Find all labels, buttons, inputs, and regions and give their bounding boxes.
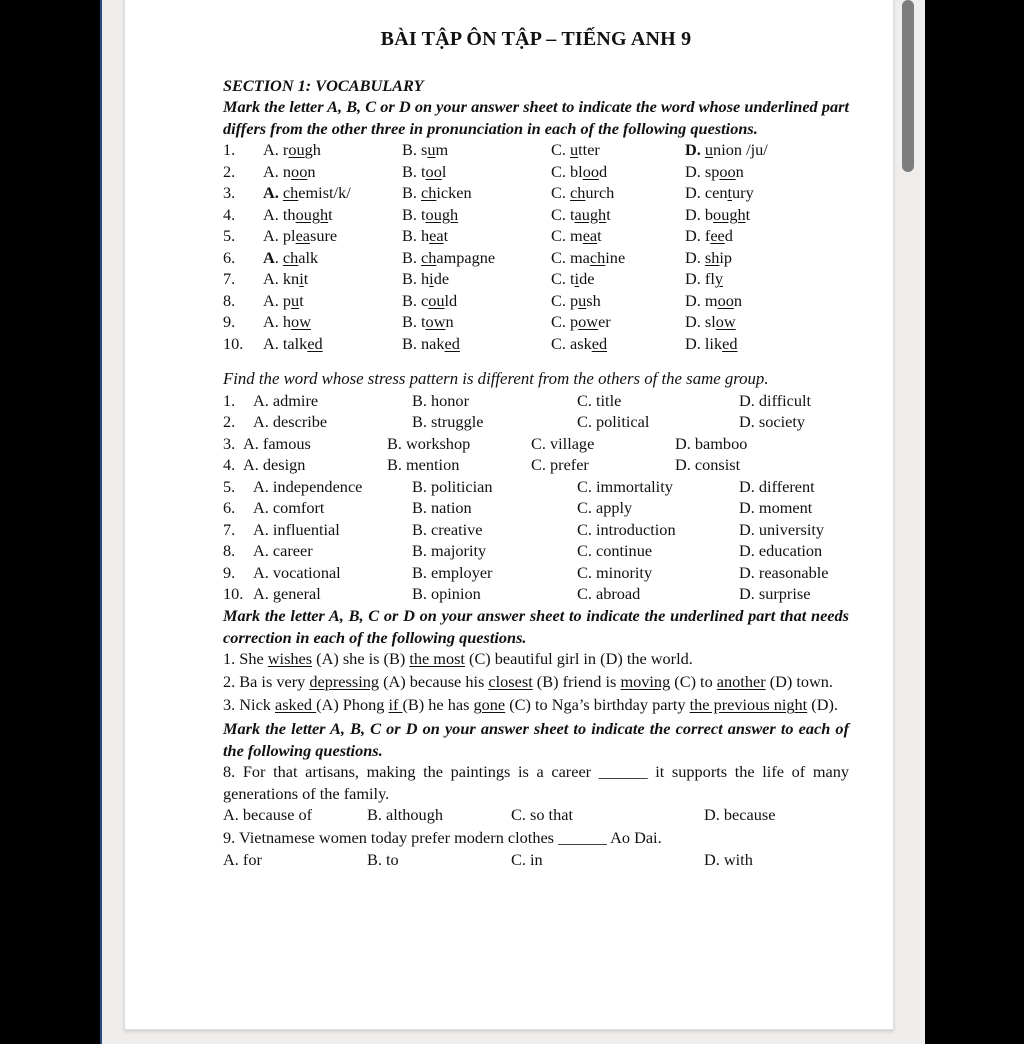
- section-heading: SECTION 1: VOCABULARY: [223, 75, 424, 95]
- answer-option: D. bamboo: [675, 433, 748, 453]
- answer-option: C. so that: [511, 805, 573, 825]
- underlined-part: ch: [421, 247, 437, 267]
- word-part: m: [570, 226, 583, 246]
- answer-option: D. reasonable: [739, 562, 829, 582]
- option-letter: A.: [263, 140, 283, 160]
- answer-option: [402, 204, 551, 226]
- answer-option: [685, 268, 723, 290]
- underlined-part: ch: [570, 183, 586, 203]
- stress-question: [223, 540, 849, 562]
- pronunciation-question: [223, 290, 849, 312]
- word-part: t: [421, 312, 426, 332]
- mc-instruction: Mark the letter A, B, C or D on your answer sheet to indicate the correct answer to each of the following questions.: [223, 718, 849, 760]
- stress-question: [223, 583, 849, 605]
- word-part: ask: [570, 333, 592, 353]
- option-letter: D.: [685, 333, 705, 353]
- stress-question: [223, 411, 849, 433]
- answer-option: [685, 333, 737, 355]
- word-part: n: [282, 161, 292, 181]
- option-letter: B.: [402, 161, 422, 181]
- answer-option: [551, 247, 685, 269]
- word-part: r: [282, 140, 289, 160]
- option-letter: B.: [402, 290, 422, 310]
- option-letter: A.: [263, 290, 283, 310]
- answer-option: B. struggle: [412, 412, 484, 432]
- word-part: ampagne: [436, 247, 496, 267]
- option-letter: B.: [402, 140, 422, 160]
- underlined-part: oo: [719, 161, 736, 181]
- answer-option: A. general: [253, 584, 321, 604]
- answer-option: A. admire: [253, 390, 319, 410]
- underlined-part: ough: [295, 204, 329, 224]
- option-letter: D.: [685, 183, 705, 203]
- mc-questions: [223, 761, 849, 872]
- answer-option: [402, 268, 551, 290]
- word-part: f: [704, 226, 711, 246]
- underlined-part: ow: [715, 312, 736, 332]
- answer-option: D. education: [739, 541, 823, 561]
- answer-option: B. nation: [412, 498, 472, 518]
- answer-option: C. introduction: [577, 519, 676, 539]
- underlined-part: ough: [713, 204, 746, 224]
- underlined-part: ch: [282, 183, 299, 203]
- correction-question-2: 2. Ba is very depressing (A) because his closest (B) friend is moving (C) to another (D) town.: [223, 671, 833, 691]
- answer-option: C. village: [531, 433, 595, 453]
- pronunciation-question: [223, 225, 849, 247]
- answer-option: [402, 333, 551, 355]
- option-letter: B.: [402, 204, 422, 224]
- word-part: s: [421, 140, 428, 160]
- word-part: ine: [605, 247, 626, 267]
- word-part: t: [606, 204, 611, 224]
- underlined-part: oo: [582, 161, 599, 181]
- word-part: t: [597, 226, 602, 246]
- option-letter: B.: [402, 247, 422, 267]
- question-number: 1.: [223, 390, 236, 410]
- underlined-part: ch: [282, 247, 299, 267]
- answer-option: [263, 139, 402, 161]
- answer-option: A. famous: [243, 433, 311, 453]
- underlined-part: i: [574, 269, 580, 289]
- question-number: 6.: [223, 498, 236, 518]
- answer-option: B. politician: [412, 476, 493, 496]
- option-letter: C.: [551, 140, 571, 160]
- answer-option: [263, 290, 402, 312]
- question-number: 8.: [223, 290, 236, 310]
- answer-option: [263, 311, 402, 333]
- answer-option: A. describe: [253, 412, 328, 432]
- underlined-part: t: [727, 183, 733, 203]
- answer-option: D. society: [739, 412, 806, 432]
- underlined-part: oo: [291, 161, 308, 181]
- answer-option: [685, 182, 754, 204]
- document-title: BÀI TẬP ÔN TẬP – TIẾNG ANH 9: [380, 28, 692, 50]
- underlined-part: ea: [429, 226, 444, 246]
- answer-option: [685, 247, 732, 269]
- answer-option: [685, 311, 736, 333]
- option-letter: C.: [551, 269, 571, 289]
- word-part: t: [745, 204, 751, 224]
- answer-option: A. comfort: [253, 498, 325, 518]
- question-number: 5.: [223, 476, 236, 496]
- word-part: urch: [585, 183, 615, 203]
- answer-option: [263, 182, 402, 204]
- word-part: sp: [704, 161, 720, 181]
- underlined-part: i: [429, 269, 434, 289]
- underlined-part: ed: [444, 333, 460, 353]
- mc-options: [223, 849, 849, 872]
- word-part: tter: [578, 140, 600, 160]
- option-letter: A.: [263, 333, 283, 353]
- pronunciation-question: [223, 204, 849, 226]
- answer-option: [685, 204, 750, 226]
- answer-option: B. workshop: [387, 433, 471, 453]
- word-part: de: [579, 269, 595, 289]
- underlined-part: ea: [295, 226, 311, 246]
- word-part: icken: [436, 183, 472, 203]
- option-letter: A.: [263, 204, 283, 224]
- mc-options: [223, 804, 849, 827]
- option-letter: D.: [685, 269, 705, 289]
- option-letter: B.: [402, 269, 422, 289]
- word-part: sl: [704, 312, 716, 332]
- underlined-part: ou: [288, 140, 305, 160]
- pronunciation-question: [223, 161, 849, 183]
- answer-option: [402, 139, 551, 161]
- answer-option: [263, 204, 402, 226]
- question-number: 7.: [223, 269, 236, 289]
- answer-option: [263, 225, 402, 247]
- word-part: cen: [704, 183, 728, 203]
- answer-option: [402, 290, 551, 312]
- answer-option: C. title: [577, 390, 622, 410]
- underlined-part: sh: [704, 247, 720, 267]
- answer-option: B. opinion: [412, 584, 481, 604]
- word-part: m: [704, 290, 718, 310]
- answer-option: [551, 311, 685, 333]
- option-letter: A.: [263, 226, 283, 246]
- answer-option: C. minority: [577, 562, 653, 582]
- pronunciation-question: [223, 247, 849, 269]
- question-number: 3.: [223, 183, 236, 203]
- answer-option: [551, 139, 685, 161]
- option-letter: B.: [402, 312, 422, 332]
- word-part: d: [598, 161, 608, 181]
- answer-option: D. difficult: [739, 390, 812, 410]
- option-letter: C.: [551, 312, 571, 332]
- answer-option: [402, 161, 551, 183]
- word-part: t: [303, 269, 309, 289]
- question-number: 4.: [223, 204, 236, 224]
- answer-option: C. political: [577, 412, 650, 432]
- word-part: pl: [282, 226, 296, 246]
- pronunciation-question: [223, 139, 849, 161]
- page-content: [223, 21, 849, 872]
- answer-option: D. university: [739, 519, 825, 539]
- word-part: ip: [719, 247, 733, 267]
- answer-option: A. vocational: [253, 562, 341, 582]
- option-letter: D.: [685, 161, 705, 181]
- answer-option: C. continue: [577, 541, 653, 561]
- document-page: [124, 0, 894, 1030]
- stress-question: [223, 433, 849, 455]
- question-number: 2.: [223, 412, 236, 432]
- underlined-part: u: [291, 290, 300, 310]
- word-part: de: [433, 269, 450, 289]
- word-part: t: [328, 204, 333, 224]
- word-part: sure: [310, 226, 338, 246]
- underlined-part: oo: [425, 161, 442, 181]
- word-part: n: [733, 290, 742, 310]
- option-letter: B.: [402, 226, 422, 246]
- word-part: t: [421, 161, 426, 181]
- word-part: th: [282, 204, 296, 224]
- word-part: fl: [704, 269, 715, 289]
- option-letter: C.: [551, 333, 571, 353]
- word-part: gh: [304, 140, 321, 160]
- underlined-part: u: [578, 290, 587, 310]
- word-part: ury: [732, 183, 754, 203]
- correction-instruction: Mark the letter A, B, C or D on your answer sheet to indicate the underlined part that needs correction in each of the following questions.: [223, 605, 849, 647]
- underlined-part: ed: [307, 333, 323, 353]
- pronunciation-questions: [223, 139, 849, 354]
- answer-option: B. although: [367, 805, 443, 825]
- answer-option: [685, 290, 742, 312]
- answer-option: [263, 333, 402, 355]
- answer-option: [263, 268, 402, 290]
- underlined-part: ee: [710, 226, 725, 246]
- word-part: t: [570, 204, 575, 224]
- underlined-part: ea: [582, 226, 598, 246]
- word-part: n: [735, 161, 744, 181]
- pronunciation-question: [223, 333, 849, 355]
- option-letter: C.: [551, 290, 571, 310]
- pronunciation-question: [223, 268, 849, 290]
- question-number: 6.: [223, 247, 236, 267]
- answer-option: [402, 311, 551, 333]
- stress-question: [223, 454, 849, 476]
- word-part: nion /ju/: [713, 140, 768, 160]
- pronunciation-instruction: Mark the letter A, B, C or D on your answer sheet to indicate the word whose underlined part differs from the other three in pronunciation in each of the following questions.: [223, 97, 849, 138]
- option-letter: D.: [685, 204, 705, 224]
- underlined-part: ed: [722, 333, 738, 353]
- question-number: 10.: [223, 333, 244, 353]
- question-number: 2.: [223, 161, 236, 181]
- answer-option: [685, 161, 744, 183]
- answer-option: B. mention: [387, 455, 460, 475]
- word-part: c: [421, 290, 429, 310]
- underlined-part: ch: [421, 183, 437, 203]
- answer-option: A. independence: [253, 476, 363, 496]
- answer-option: B. honor: [412, 390, 469, 410]
- option-letter: A.: [263, 183, 279, 203]
- word-part: er: [598, 312, 611, 332]
- option-letter: C.: [551, 204, 571, 224]
- option-letter: D.: [685, 290, 705, 310]
- stress-question: [223, 562, 849, 584]
- question-number: 9.: [223, 312, 236, 332]
- underlined-part: i: [299, 269, 304, 289]
- option-letter: B.: [402, 183, 422, 203]
- word-part: talk: [282, 333, 308, 353]
- answer-option: [551, 290, 685, 312]
- word-part: b: [704, 204, 714, 224]
- vertical-scrollbar-thumb[interactable]: [902, 0, 914, 172]
- answer-option: A. career: [253, 541, 313, 561]
- word-part: kn: [282, 269, 300, 289]
- stress-instruction: Find the word whose stress pattern is different from the others of the same group.: [223, 369, 769, 389]
- stress-question: [223, 497, 849, 519]
- option-letter: A: [263, 247, 275, 267]
- answer-option: C. prefer: [531, 455, 589, 475]
- answer-option: D. moment: [739, 498, 813, 518]
- option-letter: C.: [551, 226, 571, 246]
- option-letter: A.: [263, 312, 283, 332]
- answer-option: A. for: [223, 849, 262, 869]
- option-letter: D.: [685, 226, 705, 246]
- underlined-part: ch: [589, 247, 606, 267]
- correction-question-1: 1. She wishes (A) she is (B) the most (C) beautiful girl in (D) the world.: [223, 649, 693, 669]
- word-part: d: [724, 226, 733, 246]
- answer-option: A. because of: [223, 805, 313, 825]
- word-part: h: [421, 226, 430, 246]
- option-letter: D.: [685, 312, 705, 332]
- word-part: l: [441, 161, 447, 181]
- word-part: alk: [298, 247, 319, 267]
- word-part: t: [570, 269, 575, 289]
- underlined-part: ough: [425, 204, 459, 224]
- option-letter: B.: [402, 333, 422, 353]
- answer-option: B. to: [367, 849, 399, 869]
- answer-option: D. surprise: [739, 584, 811, 604]
- question-number: 10.: [223, 584, 244, 604]
- answer-option: [551, 204, 685, 226]
- answer-option: [685, 225, 733, 247]
- answer-option: A. influential: [253, 519, 340, 539]
- question-number: 7.: [223, 519, 236, 539]
- underlined-part: augh: [574, 204, 607, 224]
- answer-option: D. with: [704, 849, 753, 869]
- answer-option: [402, 225, 551, 247]
- word-part: n: [445, 312, 454, 332]
- option-letter: D.: [685, 247, 705, 267]
- answer-option: [551, 268, 685, 290]
- question-number: 3.: [223, 433, 236, 453]
- word-part: nak: [421, 333, 445, 353]
- answer-option: B. creative: [412, 519, 483, 539]
- answer-option: [263, 161, 402, 183]
- option-letter: A.: [263, 161, 283, 181]
- question-number: 1.: [223, 140, 236, 160]
- word-part: p: [282, 290, 292, 310]
- word-part: .: [274, 247, 283, 267]
- pronunciation-question: [223, 182, 849, 204]
- underlined-part: ed: [591, 333, 608, 353]
- underlined-part: u: [570, 140, 579, 160]
- underlined-part: oo: [717, 290, 734, 310]
- answer-option: [551, 161, 685, 183]
- pronunciation-question: [223, 311, 849, 333]
- underlined-part: u: [704, 140, 714, 160]
- mc-question-text: 8. For that artisans, making the paintings is a career ______ it supports the life of many generations of the family.: [223, 762, 849, 803]
- word-part: t: [299, 290, 304, 310]
- option-letter: A.: [263, 269, 283, 289]
- underlined-part: ow: [425, 312, 446, 332]
- answer-option: C. abroad: [577, 584, 641, 604]
- word-part: h: [282, 312, 292, 332]
- word-part: n: [307, 161, 316, 181]
- answer-option: [263, 247, 402, 269]
- answer-option: [402, 247, 551, 269]
- option-letter: D.: [685, 140, 701, 160]
- question-number: 5.: [223, 226, 236, 246]
- answer-option: [402, 182, 551, 204]
- answer-option: [551, 225, 685, 247]
- stress-question: [223, 519, 849, 541]
- word-part: emist/k/: [298, 183, 351, 203]
- word-part: sh: [586, 290, 601, 310]
- answer-option: D. different: [739, 476, 815, 496]
- stress-question: [223, 390, 849, 412]
- document-viewer: [100, 0, 925, 1044]
- option-letter: C.: [551, 183, 571, 203]
- word-part: t: [443, 226, 449, 246]
- word-part: bl: [570, 161, 583, 181]
- answer-option: [551, 333, 685, 355]
- underlined-part: ow: [578, 312, 599, 332]
- answer-option: C. in: [511, 849, 543, 869]
- underlined-part: ow: [291, 312, 311, 332]
- answer-option: B. majority: [412, 541, 487, 561]
- answer-option: [685, 139, 768, 161]
- underlined-part: y: [714, 269, 723, 289]
- question-number: 4.: [223, 455, 236, 475]
- question-number: 9.: [223, 562, 236, 582]
- question-number: 8.: [223, 541, 236, 561]
- option-letter: C.: [551, 161, 571, 181]
- word-part: p: [570, 290, 579, 310]
- word-part: p: [570, 312, 579, 332]
- underlined-part: ou: [428, 290, 445, 310]
- answer-option: A. design: [243, 455, 306, 475]
- word-part: ld: [444, 290, 458, 310]
- answer-option: [551, 182, 685, 204]
- word-part: m: [435, 140, 449, 160]
- word-part: h: [421, 269, 430, 289]
- underlined-part: u: [427, 140, 436, 160]
- word-part: lik: [704, 333, 723, 353]
- stress-questions: [223, 390, 849, 605]
- word-part: ma: [570, 247, 590, 267]
- option-letter: C.: [551, 247, 571, 267]
- answer-option: C. apply: [577, 498, 633, 518]
- answer-option: D. consist: [675, 455, 741, 475]
- stress-question: [223, 476, 849, 498]
- answer-option: C. immortality: [577, 476, 673, 496]
- mc-question-text: 9. Vietnamese women today prefer modern clothes ______ Ao Dai.: [223, 828, 662, 848]
- correction-question-3: 3. Nick asked (A) Phong if (B) he has gone (C) to Nga’s birthday party the previous night (D).: [223, 695, 838, 715]
- answer-option: D. because: [704, 805, 776, 825]
- word-part: t: [421, 204, 426, 224]
- answer-option: B. employer: [412, 562, 493, 582]
